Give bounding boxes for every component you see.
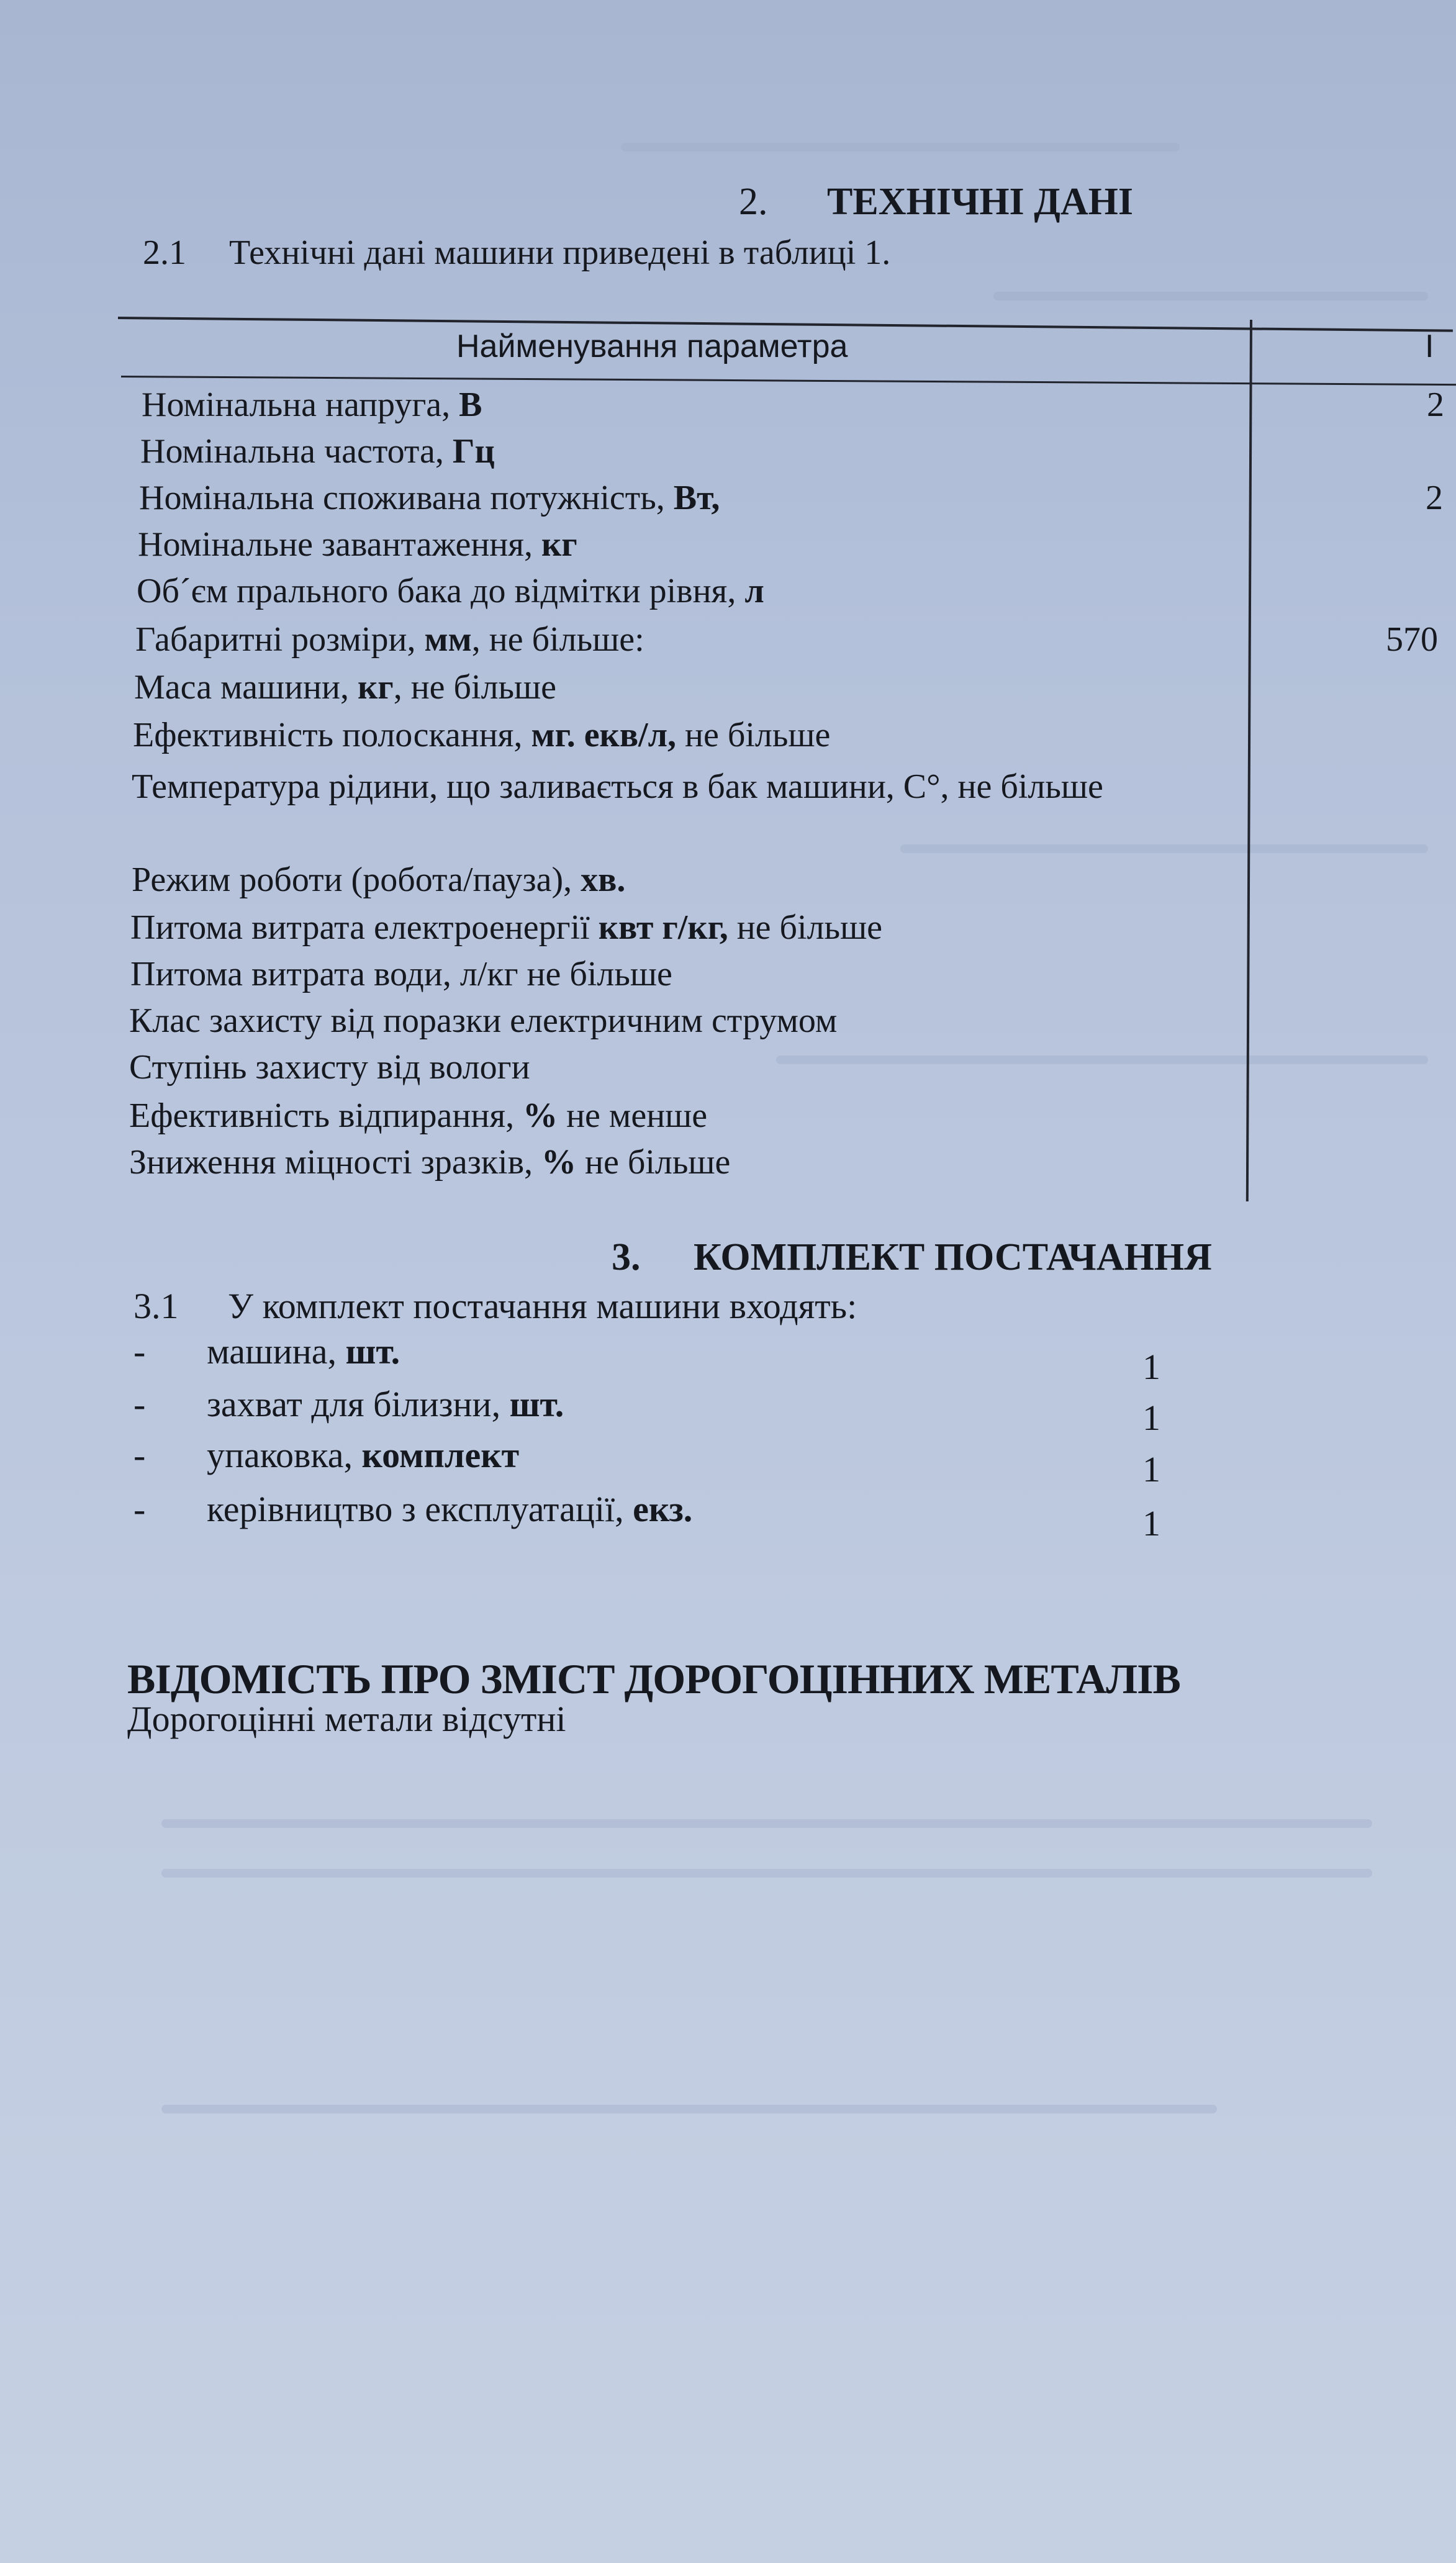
table-row: Маса машини, кг, не більше — [134, 668, 557, 707]
list-item-qty: 1 — [1142, 1449, 1160, 1489]
list-item: машина, шт. — [207, 1331, 400, 1372]
bleed-through-line — [776, 1055, 1428, 1064]
bleed-through-line — [161, 2105, 1217, 2113]
table-row: Питома витрата електроенергії квт г/кг, не більше — [130, 908, 883, 947]
table-row: Температура рідини, що заливається в бак машини, С°, не більше — [132, 767, 1103, 806]
table-header-value-partial: I — [1425, 328, 1434, 364]
table-header-param: Найменування параметра — [456, 328, 848, 364]
bleed-through-line — [621, 143, 1180, 151]
table-row: Габаритні розміри, мм, не більше: — [135, 620, 644, 659]
table-row: Номінальна споживана потужність, Вт, — [139, 479, 720, 517]
list-item-dash: - — [133, 1384, 146, 1424]
section-2-1-number: 2.1 — [143, 233, 186, 272]
section-3-intro — [133, 1285, 857, 1327]
table-column-divider — [1246, 320, 1252, 1201]
section-2-title: ТЕХНІЧНІ ДАНІ — [827, 181, 1133, 223]
section-2-1-text: Технічні дані машини приведені в таблиці 1. — [229, 233, 891, 272]
bleed-through-line — [900, 844, 1428, 853]
section-2-heading — [739, 180, 1133, 224]
metals-heading: ВІДОМІСТЬ ПРО ЗМІСТ ДОРОГОЦІННИХ МЕТАЛІВ — [127, 1655, 1180, 1702]
list-item: захват для білизни, шт. — [207, 1384, 564, 1424]
section-3-title: КОМПЛЕКТ ПОСТАЧАННЯ — [694, 1236, 1212, 1278]
table-row: Зниження міцності зразків, % не більше — [129, 1143, 731, 1182]
list-item-qty: 1 — [1142, 1398, 1160, 1438]
metals-text: Дорогоцінні метали відсутні — [127, 1699, 566, 1739]
table-row: Ефективність полоскання, мг. екв/л, не більше — [133, 716, 831, 754]
section-3-number: 3. — [612, 1236, 641, 1278]
list-item-dash: - — [133, 1435, 146, 1475]
bleed-through-line — [993, 292, 1428, 301]
table-row: Клас захисту від поразки електричним струмом — [129, 1001, 838, 1040]
list-item: керівництво з експлуатації, екз. — [207, 1489, 693, 1529]
table-row: Режим роботи (робота/пауза), хв. — [132, 861, 626, 899]
section-2-intro — [143, 233, 890, 273]
section-3-heading — [612, 1236, 1212, 1280]
list-item-dash: - — [133, 1331, 146, 1372]
list-item-qty: 1 — [1142, 1347, 1160, 1387]
table-value-partial: 2 — [1427, 386, 1444, 424]
table-row: Питома витрата води, л/кг не більше — [130, 955, 672, 993]
table-row: Об´єм прального бака до відмітки рівня, л — [137, 572, 764, 610]
table-header-border — [121, 376, 1456, 386]
bleed-through-line — [161, 1819, 1372, 1828]
table-row: Номінальна частота, Гц — [140, 432, 495, 471]
table-row: Ефективність відпирання, % не менше — [129, 1096, 708, 1135]
table-row: Номінальна напруга, В — [142, 386, 482, 424]
table-row: Номінальне завантаження, кг — [138, 525, 577, 564]
list-item: упаковка, комплект — [207, 1435, 520, 1475]
bleed-through-line — [161, 1869, 1372, 1878]
section-3-1-text: У комплект постачання машини входять: — [228, 1286, 857, 1326]
section-2-number: 2. — [739, 181, 768, 223]
table-value-partial: 2 — [1426, 479, 1443, 517]
table-value-partial: 570 — [1386, 620, 1438, 659]
list-item-qty: 1 — [1142, 1503, 1160, 1544]
list-item-dash: - — [133, 1489, 146, 1529]
section-3-1-number: 3.1 — [133, 1286, 179, 1326]
table-row: Ступінь захисту від вологи — [129, 1048, 530, 1087]
